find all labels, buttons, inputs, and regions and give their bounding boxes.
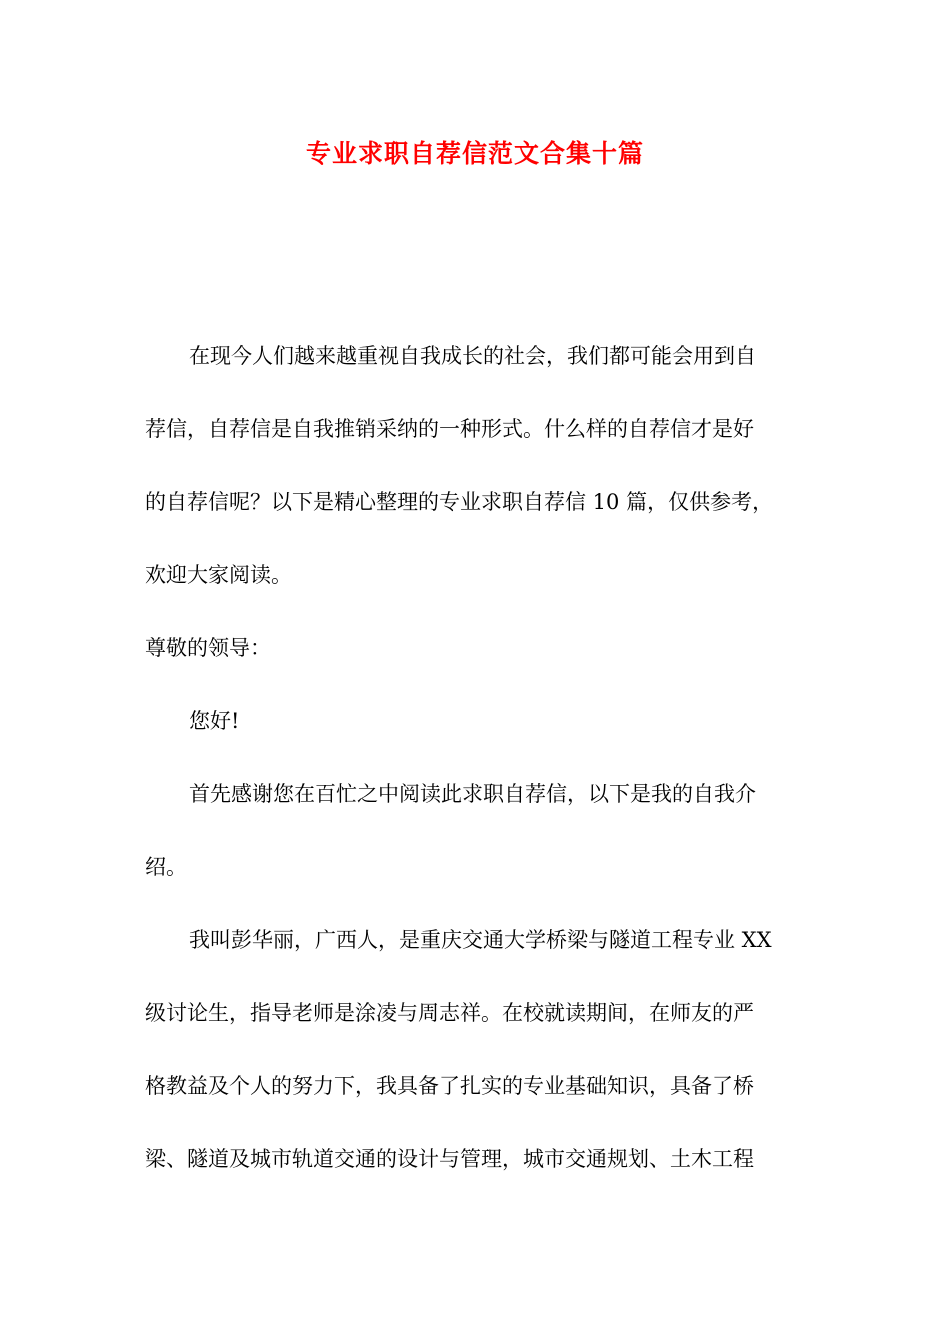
text-line: 级讨论生，指导老师是涂凌与周志祥。在校就读期间，在师友的严 <box>145 1001 754 1025</box>
text-line: 荐信，自荐信是自我推销采纳的一种形式。什么样的自荐信才是好 <box>145 417 754 441</box>
text-line: 尊敬的领导： <box>145 636 271 660</box>
text-line: 欢迎大家阅读。 <box>145 563 292 587</box>
document-title: 专业求职自荐信范文合集十篇 <box>305 139 644 168</box>
text-line: 首先感谢您在百忙之中阅读此求职自荐信，以下是我的自我介 <box>189 782 756 806</box>
document-body <box>145 320 807 1196</box>
greeting <box>145 685 807 758</box>
text-line: 您好! <box>189 709 240 733</box>
paragraph-self-intro <box>145 904 807 1196</box>
text-line: 格教益及个人的努力下，我具备了扎实的专业基础知识，具备了桥 <box>145 1074 754 1098</box>
paragraph-thanks <box>145 758 807 904</box>
paragraph-intro <box>145 320 807 612</box>
salutation <box>145 612 807 685</box>
text-line: 绍。 <box>145 855 187 879</box>
text-line: 我叫彭华丽，广西人，是重庆交通大学桥梁与隧道工程专业 XX <box>189 928 772 952</box>
text-line: 的自荐信呢？以下是精心整理的专业求职自荐信 10 篇，仅供参考， <box>145 490 774 514</box>
text-line: 梁、隧道及城市轨道交通的设计与管理，城市交通规划、土木工程 <box>145 1147 754 1171</box>
text-line: 在现今人们越来越重视自我成长的社会，我们都可能会用到自 <box>189 344 756 368</box>
